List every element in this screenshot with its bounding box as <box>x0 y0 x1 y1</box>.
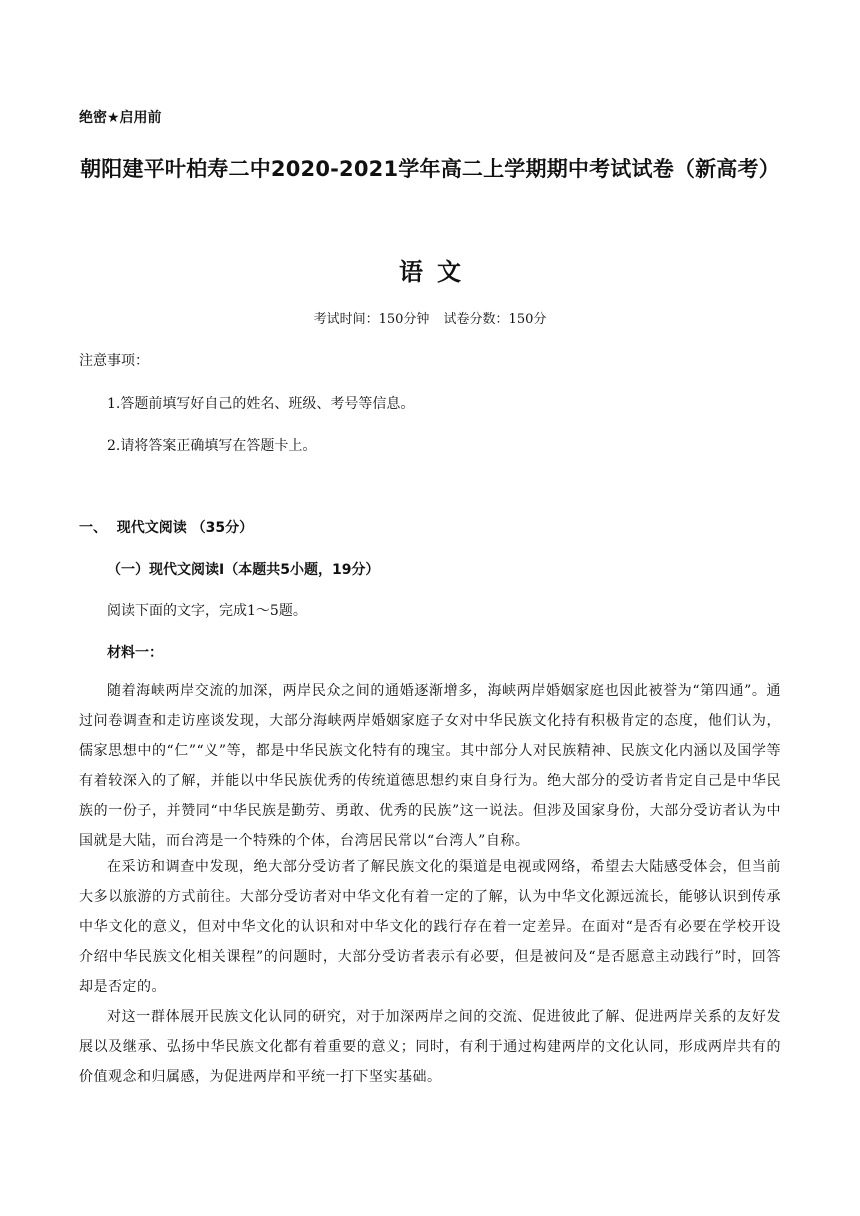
subsection-heading: （一）现代文阅读Ⅰ（本题共5小题，19分） <box>107 562 380 578</box>
material-label: 材料一： <box>107 645 163 661</box>
subject-title: 语文 <box>399 258 475 286</box>
exam-time-and-score: 考试时间：150分钟 试卷分数：150分 <box>313 312 547 327</box>
passage-paragraph: 对这一群体展开民族文化认同的研究，对于加深两岸之间的交流、促进彼此了解、促进两岸关系的友好发展以及继承、弘扬中华民族文化都有着重要的意义；同时，有利于通过构建两岸的文化认同，形成两岸共有的价值观念和归属感，为促进两岸和平统一打下坚实基础。 <box>79 1009 781 1085</box>
exam-title: 朝阳建平叶柏寿二中2020-2021学年高二上学期期中考试试卷（新高考） <box>80 157 780 181</box>
notice-heading: 注意事项： <box>79 353 149 369</box>
section-heading: 一、 现代文阅读 （35分） <box>79 520 254 536</box>
passage-paragraph: 在采访和调查中发现，绝大部分受访者了解民族文化的渠道是电视或网络，希望去大陆感受体会，但当前大多以旅游的方式前往。大部分受访者对中华文化有着一定的了解，认为中华文化源远流长，能够认识到传承中华文化的意义，但对中华文化的认识和对中华文化的践行存在着一定差异。在面对“是否有必要在学校开设介绍中华民族文化相关课程”的问题时，大部分受访者表示有必要，但是被问及“是否愿意主动践行”时，回答却是否定的。 <box>79 859 781 995</box>
passage-paragraph: 随着海峡两岸交流的加深，两岸民众之间的通婚逐渐增多，海峡两岸婚姻家庭也因此被誉为“第四通”。通过问卷调查和走访座谈发现，大部分海峡两岸婚姻家庭子女对中华民族文化持有积极肯定的态度，他们认为，儒家思想中的“仁”“义”等，都是中华民族文化特有的瑰宝。其中部分人对民族精神、民族文化内涵以及国学等有着较深入的了解，并能以中华民族优秀的传统道德思想约束自身行为。绝大部分的受访者肯定自己是中华民族的一份子，并赞同“中华民族是勤劳、勇敢、优秀的民族”这一说法。但涉及国家身份，大部分受访者认为中国就是大陆，而台湾是一个特殊的个体，台湾居民常以“台湾人”自称。 <box>79 683 781 849</box>
notice-item: 1.答题前填写好自己的姓名、班级、考号等信息。 <box>107 396 415 412</box>
reading-instruction: 阅读下面的文字，完成1～5题。 <box>107 603 307 619</box>
confidential-mark: 绝密★启用前 <box>79 110 162 126</box>
notice-item: 2.请将答案正确填写在答题卡上。 <box>107 438 317 454</box>
